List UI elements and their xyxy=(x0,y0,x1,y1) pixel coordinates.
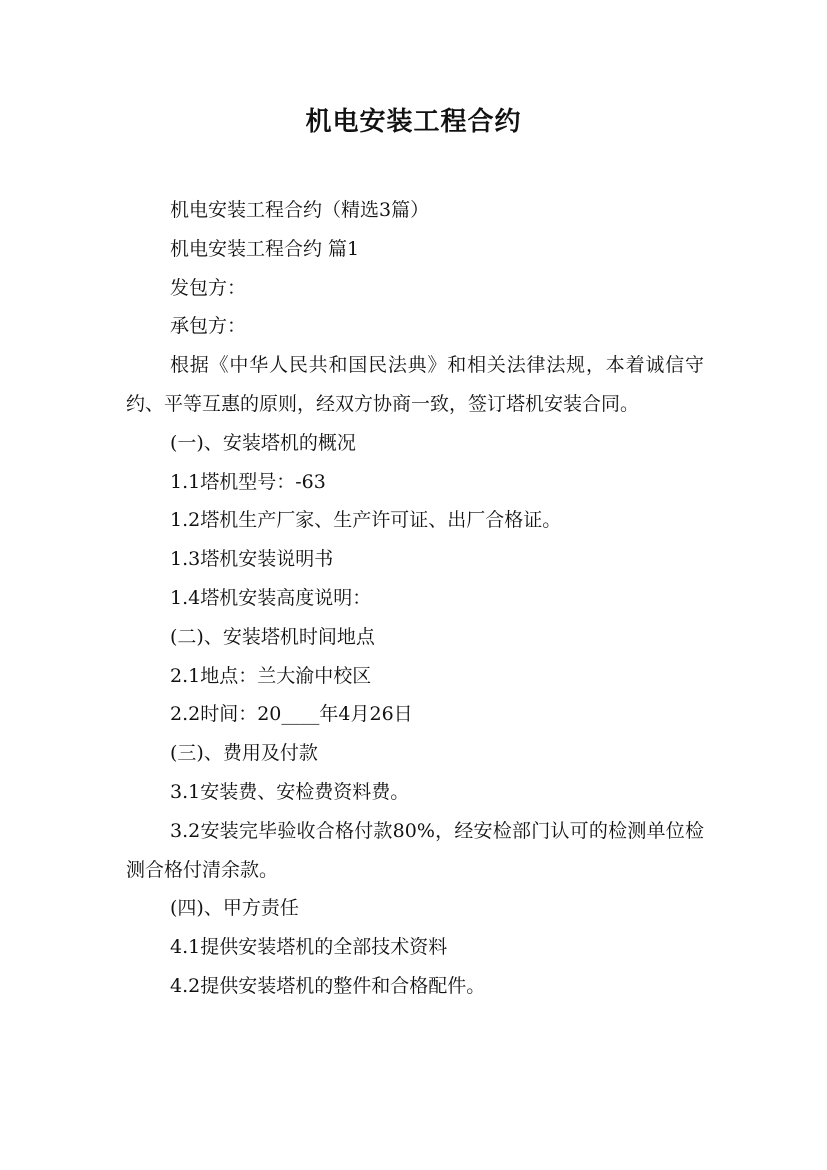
section-heading-4: (四)、甲方责任 xyxy=(170,897,299,920)
clause-1-3: 1.3塔机安装说明书 xyxy=(170,548,334,571)
section-heading-2: (二)、安装塔机时间地点 xyxy=(170,625,375,648)
paragraph-subtitle: 机电安装工程合约（精选3篇） xyxy=(170,199,430,221)
section-heading-1: (一)、安装塔机的概况 xyxy=(170,431,356,454)
clause-4-2: 4.2提供安装塔机的整件和合格配件。 xyxy=(170,974,486,997)
section-heading-3: (三)、费用及付款 xyxy=(170,742,318,765)
paragraph-part-heading: 机电安装工程合约 篇1 xyxy=(170,237,360,260)
clause-1-2: 1.2塔机生产厂家、生产许可证、出厂合格证。 xyxy=(170,509,562,532)
clause-3-1: 3.1安装费、安检费资料费。 xyxy=(170,780,410,803)
clause-2-1: 2.1地点：兰大渝中校区 xyxy=(170,664,372,687)
clause-3-2: 3.2安装完毕验收合格付款80%，经安检部门认可的检测单位检测合格付清余款。 xyxy=(126,819,704,881)
document-body xyxy=(126,191,704,1006)
paragraph-preamble: 根据《中华人民共和国民法典》和相关法律法规，本着诚信守约、平等互惠的原则，经双方协商一致，签订塔机安装合同。 xyxy=(126,354,704,415)
clause-4-1: 4.1提供安装塔机的全部技术资料 xyxy=(170,936,448,959)
clause-1-1: 1.1塔机型号：-63 xyxy=(170,470,326,493)
paragraph-employer: 发包方： xyxy=(170,276,247,299)
document-title: 机电安装工程合约 xyxy=(305,107,522,137)
clause-2-2: 2.2时间：20____年4月26日 xyxy=(170,703,413,726)
paragraph-contractor: 承包方： xyxy=(170,315,247,338)
clause-1-4: 1.4塔机安装高度说明： xyxy=(170,586,372,609)
